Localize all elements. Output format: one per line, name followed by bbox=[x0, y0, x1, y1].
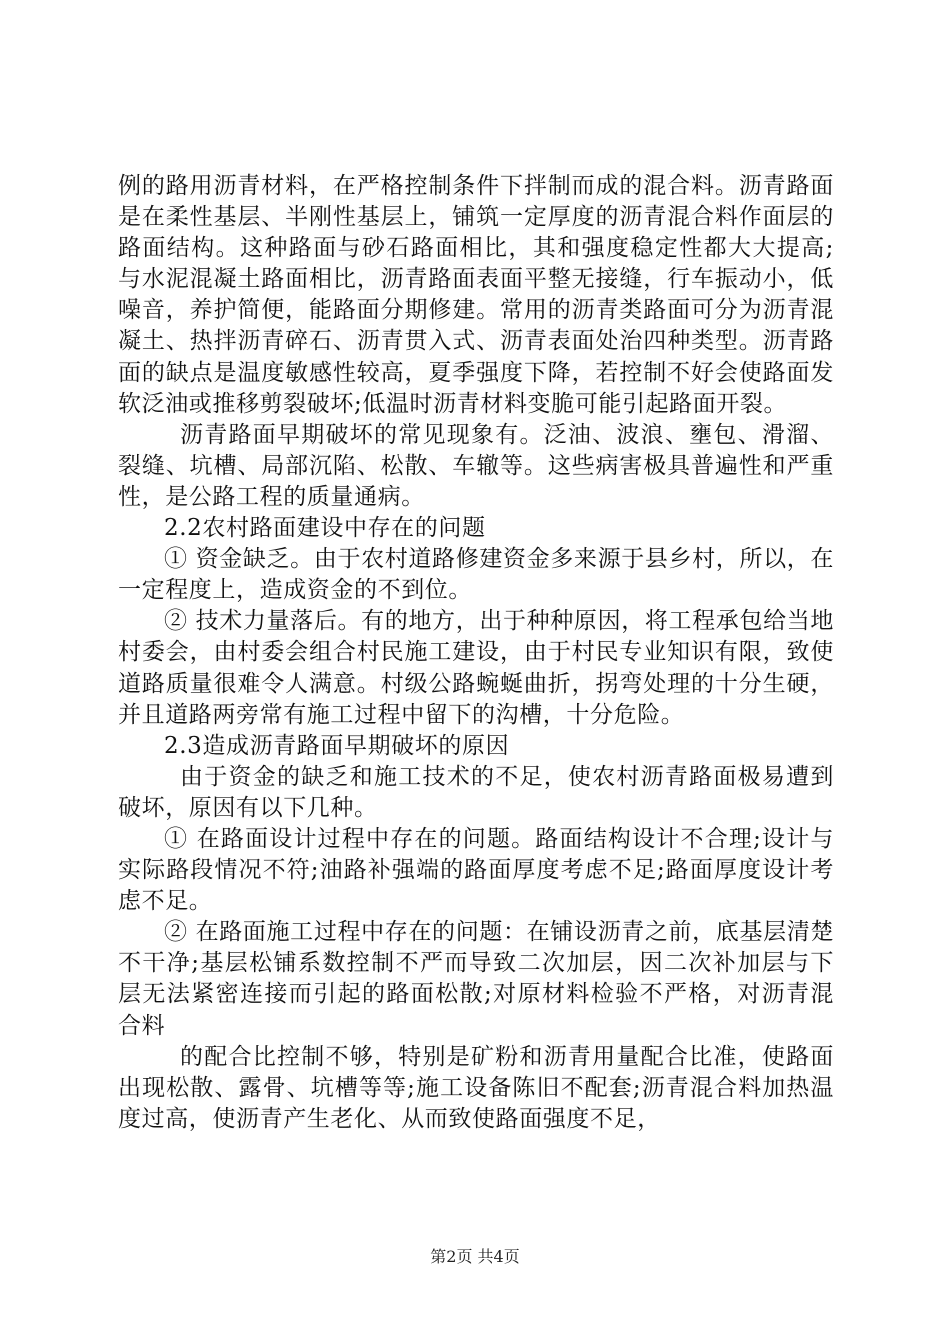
paragraph-design-problems: ① 在路面设计过程中存在的问题。路面结构设计不合理;设计与实际路段情况不符;油路补强端的路面厚度考虑不足;路面厚度设计考虑不足。 bbox=[118, 825, 834, 915]
page-footer bbox=[0, 1244, 950, 1267]
section-heading-2-3: 2.3造成沥青路面早期破坏的原因 bbox=[164, 732, 510, 759]
paragraph-causes-intro: 由于资金的缺乏和施工技术的不足，使农村沥青路面极易遭到破坏，原因有以下几种。 bbox=[118, 763, 834, 821]
paragraph-early-damage-phenomena: 沥青路面早期破坏的常见现象有。泛油、波浪、壅包、滑溜、裂缝、坑槽、局部沉陷、松散、车辙等。这些病害极具普遍性和严重性，是公路工程的质量通病。 bbox=[118, 421, 834, 510]
paragraph-funding-shortage: ① 资金缺乏。由于农村道路修建资金多来源于县乡村，所以，在一定程度上，造成资金的不到位。 bbox=[118, 546, 834, 604]
page-number-label: 第2页 共4页 bbox=[430, 1247, 520, 1266]
paragraph-construction-problems: ② 在路面施工过程中存在的问题：在铺设沥青之前，底基层清楚不干净;基层松铺系数控制不严而导致二次加层，因二次补加层与下层无法紧密连接而引起的路面松散;对原材料检验不严格，对沥青混合料 bbox=[118, 919, 834, 1039]
paragraph-technical-weakness: ② 技术力量落后。有的地方，出于种种原因，将工程承包给当地村委会，由村委会组合村民施工建设，由于村民专业知识有限，致使道路质量很难令人满意。村级公路蜿蜒曲折，拐弯处理的十分生硬，并且道路两旁常有施工过程中留下的沟槽，十分危险。 bbox=[118, 608, 834, 728]
section-heading-2-2: 2.2农村路面建设中存在的问题 bbox=[164, 515, 486, 542]
paragraph-mix-ratio-control: 的配合比控制不够，特别是矿粉和沥青用量配合比准，使路面出现松散、露骨、坑槽等等;施工设备陈旧不配套;沥青混合料加热温度过高，使沥青产生老化、从而致使路面强度不足， bbox=[118, 1043, 834, 1132]
document-body bbox=[118, 171, 834, 1135]
paragraph-asphalt-definition: 例的路用沥青材料，在严格控制条件下拌制而成的混合料。沥青路面是在柔性基层、半刚性基层上，铺筑一定厚度的沥青混合料作面层的路面结构。这种路面与砂石路面相比，其和强度稳定性都大大提高;与水泥混凝土路面相比，沥青路面表面平整无接缝，行车振动小，低噪音，养护简便，能路面分期修建。常用的沥青类路面可分为沥青混凝土、热拌沥青碎石、沥青贯入式、沥青表面处治四种类型。沥青路面的缺点是温度敏感性较高，夏季强度下降，若控制不好会使路面发软泛油或推移剪裂破坏;低温时沥青材料变脆可能引起路面开裂。 bbox=[118, 173, 834, 417]
